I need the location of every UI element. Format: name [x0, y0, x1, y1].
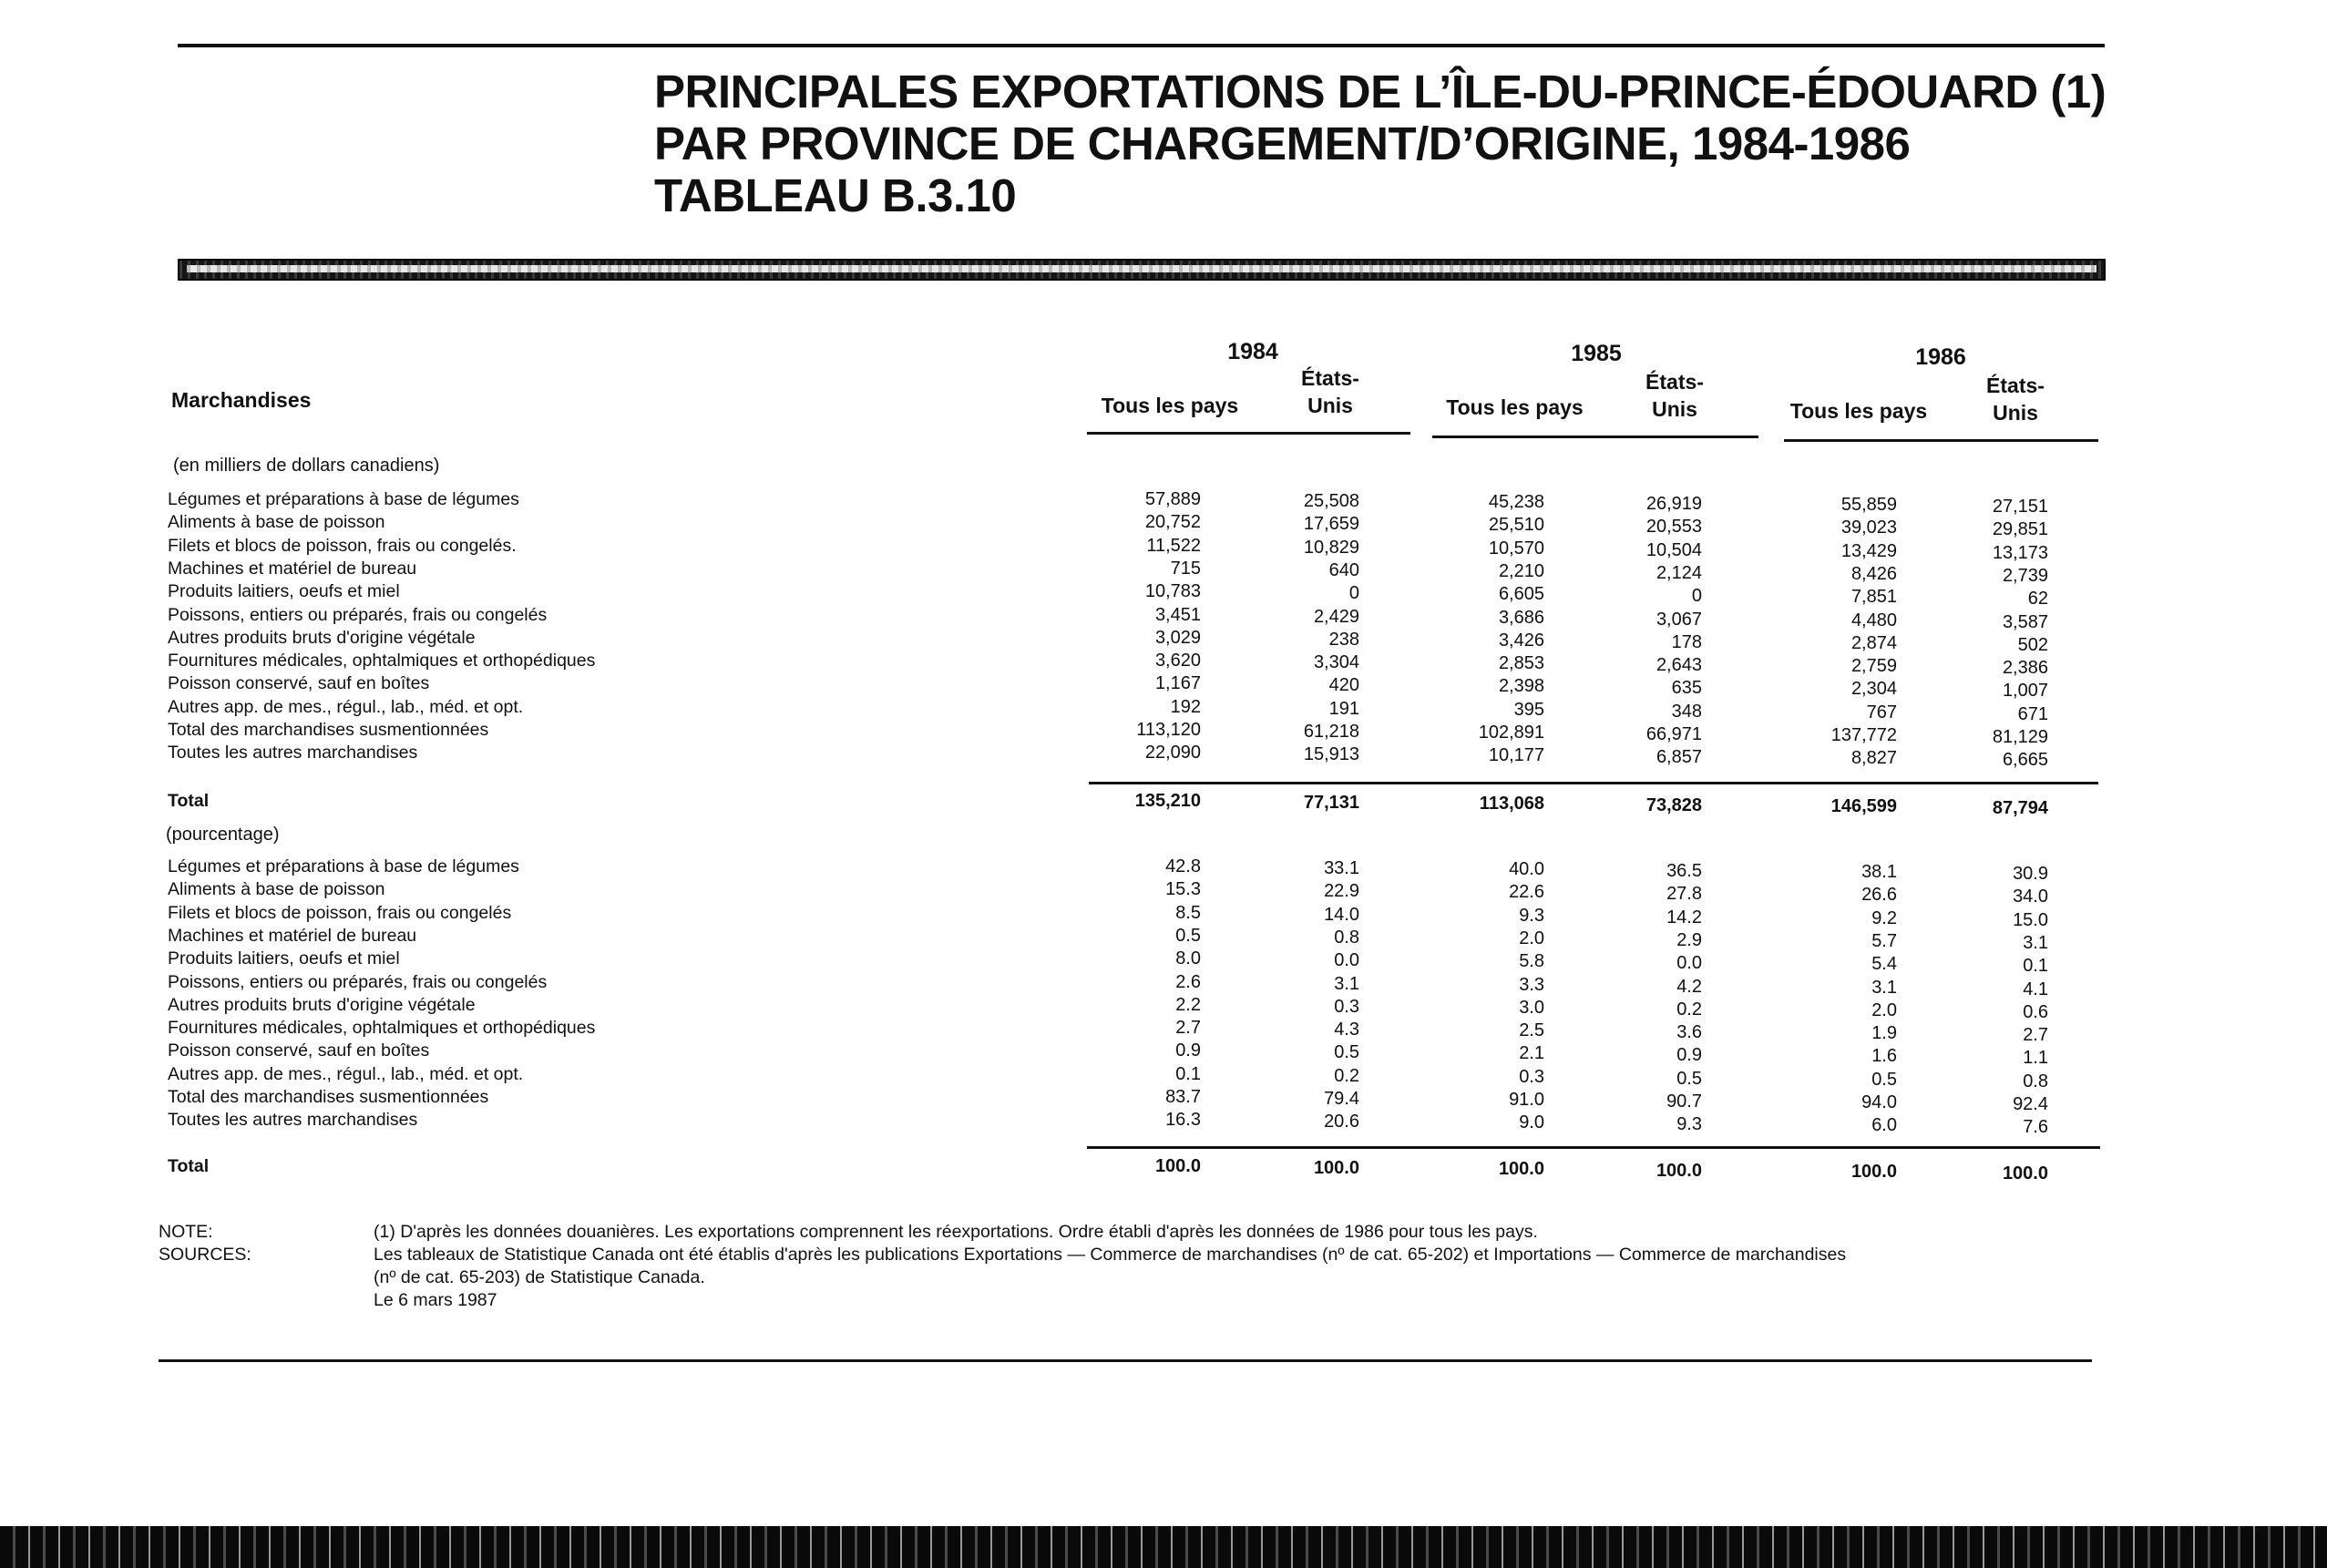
row-value: 10,829	[1303, 537, 1359, 558]
row-value: 0.9	[1175, 1040, 1201, 1061]
row-value: 9.2	[1871, 907, 1897, 928]
col-us-1985: États- Unis	[1645, 370, 1704, 421]
row-value: 20,553	[1645, 517, 1702, 538]
header-rule-1984	[1087, 432, 1410, 435]
row-value: 7,851	[1850, 587, 1897, 608]
table-row	[0, 650, 2327, 679]
total-value: 100.0	[1656, 1161, 1702, 1181]
row-value: 1.9	[1871, 1023, 1897, 1044]
row-value: 395	[1513, 699, 1544, 720]
row-value: 3,451	[1154, 604, 1201, 625]
table-row	[0, 1040, 2327, 1069]
row-value: 81,129	[1992, 727, 2048, 747]
sources-date: Le 6 mars 1987	[374, 1290, 497, 1310]
table-row	[0, 719, 2327, 747]
row-value: 57,889	[1144, 489, 1201, 509]
row-value: 14.0	[1324, 904, 1359, 925]
row-value: 0.9	[1676, 1045, 1702, 1066]
row-value: 3,426	[1498, 630, 1544, 651]
total-row	[0, 790, 2327, 818]
row-value: 4.3	[1334, 1020, 1359, 1040]
row-value: 671	[2017, 703, 2048, 724]
row-value: 5.4	[1871, 954, 1897, 975]
title-divider-band	[178, 259, 2106, 281]
row-value: 10,570	[1488, 538, 1544, 559]
row-value: 178	[1671, 631, 1702, 652]
row-value: 2,386	[2002, 658, 2048, 679]
row-value: 7.6	[2023, 1117, 2048, 1138]
row-value: 2.6	[1175, 971, 1201, 992]
row-label: Toutes les autres marchandises	[168, 1110, 418, 1131]
row-value: 0.1	[2023, 956, 2048, 977]
row-value: 0.5	[1334, 1042, 1359, 1063]
row-value: 9.0	[1519, 1112, 1544, 1133]
total-value: 73,828	[1645, 795, 1702, 815]
row-value: 25,510	[1488, 515, 1544, 536]
row-value: 9.3	[1676, 1114, 1702, 1135]
total-rule-percent	[1087, 1146, 2100, 1149]
row-label: Produits laitiers, oeufs et miel	[168, 948, 400, 969]
row-value: 0.5	[1871, 1069, 1897, 1090]
row-label: Toutes les autres marchandises	[168, 743, 418, 764]
row-label: Fournitures médicales, ophtalmiques et orthopédiques	[168, 1018, 596, 1039]
row-value: 9.3	[1519, 905, 1544, 926]
row-value: 15.0	[2013, 909, 2048, 930]
row-value: 2,874	[1850, 632, 1897, 653]
row-value: 0	[1691, 586, 1702, 607]
row-value: 15.3	[1165, 879, 1201, 900]
row-label: Total des marchandises susmentionnées	[168, 1087, 489, 1107]
row-value: 62	[2027, 589, 2048, 610]
table-row	[0, 925, 2327, 953]
row-value: 45,238	[1488, 492, 1544, 512]
row-value: 635	[1671, 678, 1702, 699]
row-value: 92.4	[2013, 1094, 2048, 1114]
row-value: 20.6	[1324, 1112, 1359, 1132]
row-value: 22.6	[1509, 882, 1544, 903]
row-label: Poisson conservé, sauf en boîtes	[168, 673, 430, 694]
row-value: 0	[1348, 583, 1359, 604]
table-row	[0, 971, 2327, 999]
col-all-1986: Tous les pays	[1789, 399, 1928, 423]
row-value: 502	[2017, 634, 2048, 655]
row-value: 2.0	[1871, 999, 1897, 1020]
table-row	[0, 1086, 2327, 1114]
row-value: 8.0	[1175, 948, 1201, 969]
row-value: 0.8	[2023, 1071, 2048, 1091]
row-value: 2,124	[1656, 562, 1702, 583]
row-value: 6,857	[1656, 747, 1702, 768]
row-label: Filets et blocs de poisson, frais ou congelés.	[168, 535, 517, 556]
row-label: Autres produits bruts d'origine végétale	[168, 627, 476, 648]
sources-key: SOURCES:	[159, 1245, 251, 1265]
row-value: 2.2	[1175, 994, 1201, 1015]
table-row	[0, 994, 2327, 1022]
row-value: 1,167	[1154, 673, 1201, 694]
document-title	[654, 66, 2106, 221]
col-all-1985: Tous les pays	[1446, 395, 1584, 419]
row-header-label: Marchandises	[171, 388, 312, 412]
row-value: 1.1	[2023, 1048, 2048, 1069]
scan-bottom-band	[0, 1526, 2327, 1568]
row-value: 42.8	[1165, 856, 1201, 876]
row-value: 2.0	[1519, 927, 1544, 948]
row-label: Légumes et préparations à base de légumes	[168, 856, 519, 876]
row-value: 11,522	[1146, 535, 1201, 556]
table-row	[0, 511, 2327, 540]
row-value: 17,659	[1303, 514, 1359, 535]
row-value: 3,686	[1498, 607, 1544, 628]
row-value: 79.4	[1324, 1089, 1359, 1109]
total-row	[0, 1155, 2327, 1184]
row-value: 2.9	[1676, 929, 1702, 950]
sources-line-2: (nº de cat. 65-203) de Statistique Canada.	[374, 1267, 705, 1287]
row-value: 2,739	[2002, 565, 2048, 586]
table-row	[0, 856, 2327, 884]
row-value: 0.1	[1175, 1063, 1201, 1084]
row-value: 20,752	[1144, 512, 1201, 533]
row-value: 420	[1328, 675, 1359, 696]
table-row	[0, 1109, 2327, 1138]
row-value: 4,480	[1850, 610, 1897, 630]
row-value: 30.9	[2013, 864, 2048, 884]
top-rule	[178, 44, 2105, 47]
row-value: 4.2	[1676, 976, 1702, 997]
table-row	[0, 627, 2327, 655]
row-value: 2,304	[1850, 679, 1897, 700]
table-row	[0, 948, 2327, 977]
note-text: (1) D'après les données douanières. Les exportations comprennent les réexportations. Ordre établi d'après les données de 1986 pour tous les pays.	[374, 1222, 1538, 1242]
row-value: 34.0	[2013, 886, 2048, 907]
row-value: 767	[1866, 702, 1897, 723]
row-label: Poisson conservé, sauf en boîtes	[168, 1040, 430, 1061]
row-value: 3.1	[2023, 932, 2048, 953]
row-value: 2.1	[1519, 1043, 1544, 1064]
row-value: 83.7	[1165, 1087, 1201, 1107]
row-value: 2,429	[1313, 606, 1359, 627]
row-value: 102,891	[1478, 723, 1544, 743]
row-value: 3.1	[1334, 973, 1359, 994]
row-value: 1.6	[1871, 1046, 1897, 1067]
row-value: 640	[1328, 559, 1359, 580]
row-label: Aliments à base de poisson	[168, 512, 385, 533]
year-1986: 1986	[1915, 344, 1966, 370]
title-line-1: PRINCIPALES EXPORTATIONS DE L’ÎLE-DU-PRINCE-ÉDOUARD (1)	[654, 66, 2107, 118]
row-value: 10,177	[1488, 745, 1544, 766]
table-row	[0, 902, 2327, 930]
header-rule-1986	[1784, 439, 2098, 442]
row-value: 4.1	[2023, 979, 2048, 999]
row-value: 3.0	[1519, 997, 1544, 1018]
row-value: 2,853	[1498, 653, 1544, 674]
bottom-rule	[159, 1359, 2092, 1362]
row-value: 3,029	[1154, 627, 1201, 648]
table-row	[0, 696, 2327, 724]
row-value: 8.5	[1175, 902, 1201, 923]
row-value: 3.6	[1676, 1022, 1702, 1043]
table-row	[0, 1063, 2327, 1091]
row-value: 90.7	[1666, 1091, 1702, 1112]
row-value: 14.2	[1666, 907, 1702, 927]
total-value: 100.0	[1498, 1159, 1544, 1179]
total-label: Total	[168, 791, 210, 811]
year-1985: 1985	[1571, 341, 1622, 366]
row-value: 22,090	[1144, 743, 1201, 764]
row-value: 10,783	[1144, 581, 1201, 602]
row-value: 13,173	[1992, 542, 2048, 563]
row-value: 2,759	[1850, 656, 1897, 677]
section-note-percent: (pourcentage)	[166, 825, 280, 845]
table-row	[0, 1017, 2327, 1046]
row-value: 2,398	[1498, 676, 1544, 697]
row-value: 36.5	[1666, 861, 1702, 881]
row-value: 25,508	[1303, 491, 1359, 511]
row-value: 191	[1328, 698, 1359, 719]
row-value: 16.3	[1165, 1110, 1201, 1131]
row-label: Poissons, entiers ou préparés, frais ou congelés	[168, 604, 548, 625]
total-value: 113,068	[1479, 794, 1544, 814]
total-value: 100.0	[1850, 1162, 1897, 1182]
table-row	[0, 488, 2327, 517]
row-value: 3,587	[2002, 611, 2048, 632]
row-label: Poissons, entiers ou préparés, frais ou congelés	[168, 971, 548, 992]
row-value: 238	[1328, 629, 1359, 650]
row-label: Total des marchandises susmentionnées	[168, 720, 489, 740]
row-value: 0.5	[1676, 1068, 1702, 1089]
sources-line-1: Les tableaux de Statistique Canada ont été établis d'après les publications Exportations — Commerce de marchandises (nº de cat. 65-202) et Importations — Commerce de marchandises	[374, 1245, 1847, 1265]
total-value: 87,794	[1992, 798, 2048, 818]
total-label: Total	[168, 1156, 210, 1176]
row-value: 5.7	[1871, 930, 1897, 951]
row-value: 1,007	[2002, 681, 2048, 702]
year-1984: 1984	[1227, 339, 1278, 364]
row-label: Légumes et préparations à base de légumes	[168, 489, 519, 509]
table-row	[0, 878, 2327, 907]
total-value: 146,599	[1830, 796, 1897, 816]
row-value: 3,304	[1313, 652, 1359, 673]
row-value: 0.2	[1676, 999, 1702, 1020]
total-value: 135,210	[1134, 791, 1201, 811]
row-label: Autres app. de mes., régul., lab., méd. et opt.	[168, 696, 524, 717]
row-value: 22.9	[1324, 881, 1359, 902]
total-value: 77,131	[1303, 793, 1359, 813]
total-value: 100.0	[1313, 1158, 1359, 1178]
row-value: 33.1	[1324, 858, 1359, 878]
row-value: 2,643	[1656, 655, 1702, 676]
row-value: 6.0	[1871, 1115, 1897, 1136]
table-row	[0, 535, 2327, 563]
row-value: 40.0	[1509, 859, 1544, 879]
note-key: NOTE:	[159, 1222, 213, 1242]
row-label: Autres produits bruts d'origine végétale	[168, 994, 476, 1015]
row-value: 0.0	[1676, 953, 1702, 974]
title-line-2: PAR PROVINCE DE CHARGEMENT/D’ORIGINE, 1984-1986	[654, 118, 1911, 169]
row-value: 26,919	[1645, 494, 1702, 514]
row-value: 61,218	[1303, 722, 1359, 742]
row-value: 27.8	[1666, 884, 1702, 905]
total-value: 100.0	[1154, 1156, 1201, 1176]
row-value: 0.3	[1334, 996, 1359, 1017]
row-value: 6,665	[2002, 750, 2048, 771]
table-row	[0, 742, 2327, 771]
row-value: 192	[1170, 696, 1201, 717]
row-value: 2.7	[1175, 1018, 1201, 1039]
row-value: 3.3	[1519, 974, 1544, 995]
section-note-thousands: (en milliers de dollars canadiens)	[173, 456, 440, 476]
row-value: 5.8	[1519, 951, 1544, 972]
row-value: 91.0	[1509, 1090, 1544, 1110]
row-value: 348	[1671, 701, 1702, 722]
row-label: Produits laitiers, oeufs et miel	[168, 581, 400, 602]
row-label: Aliments à base de poisson	[168, 879, 385, 900]
col-us-1984: États- Unis	[1301, 366, 1359, 417]
table-row	[0, 672, 2327, 702]
row-value: 39,023	[1840, 518, 1897, 538]
row-value: 2.5	[1519, 1020, 1544, 1041]
row-value: 55,859	[1840, 495, 1897, 515]
row-value: 15,913	[1303, 744, 1359, 765]
row-value: 2,210	[1498, 560, 1544, 581]
row-value: 26.6	[1861, 885, 1897, 906]
row-label: Machines et matériel de bureau	[168, 925, 417, 946]
row-value: 0.6	[2023, 1001, 2048, 1022]
row-value: 137,772	[1830, 725, 1897, 745]
row-value: 2.7	[2023, 1025, 2048, 1046]
table-row	[0, 558, 2327, 586]
row-value: 38.1	[1861, 862, 1897, 882]
table-row	[0, 604, 2327, 632]
row-value: 29,851	[1992, 519, 2048, 540]
row-value: 0.0	[1334, 950, 1359, 971]
row-value: 3,067	[1656, 609, 1702, 630]
row-value: 0.8	[1334, 927, 1359, 948]
col-all-1984: Tous les pays	[1101, 394, 1239, 417]
row-value: 27,151	[1992, 497, 2048, 517]
total-value: 100.0	[2002, 1163, 2048, 1184]
row-label: Machines et matériel de bureau	[168, 558, 417, 579]
row-value: 94.0	[1861, 1092, 1897, 1112]
row-value: 0.3	[1519, 1066, 1544, 1087]
row-value: 0.5	[1175, 925, 1201, 946]
row-value: 66,971	[1645, 724, 1702, 744]
row-value: 3.1	[1871, 977, 1897, 998]
row-value: 0.2	[1334, 1065, 1359, 1086]
title-line-3: TABLEAU B.3.10	[654, 169, 1017, 221]
row-value: 715	[1170, 558, 1201, 579]
total-rule-thousands	[1089, 782, 2098, 784]
row-value: 8,827	[1850, 748, 1897, 769]
row-value: 8,426	[1850, 563, 1897, 584]
row-value: 10,504	[1645, 539, 1702, 560]
row-label: Autres app. de mes., régul., lab., méd. et opt.	[168, 1063, 524, 1084]
row-value: 6,605	[1498, 584, 1544, 605]
header-rule-1985	[1432, 436, 1758, 438]
row-label: Fournitures médicales, ophtalmiques et orthopédiques	[168, 651, 596, 671]
row-label: Filets et blocs de poisson, frais ou congelés	[168, 902, 512, 923]
row-value: 113,120	[1136, 720, 1201, 740]
col-us-1986: États- Unis	[1986, 374, 2045, 425]
row-value: 13,429	[1840, 540, 1897, 561]
row-value: 3,620	[1154, 651, 1201, 671]
table-row	[0, 580, 2327, 610]
